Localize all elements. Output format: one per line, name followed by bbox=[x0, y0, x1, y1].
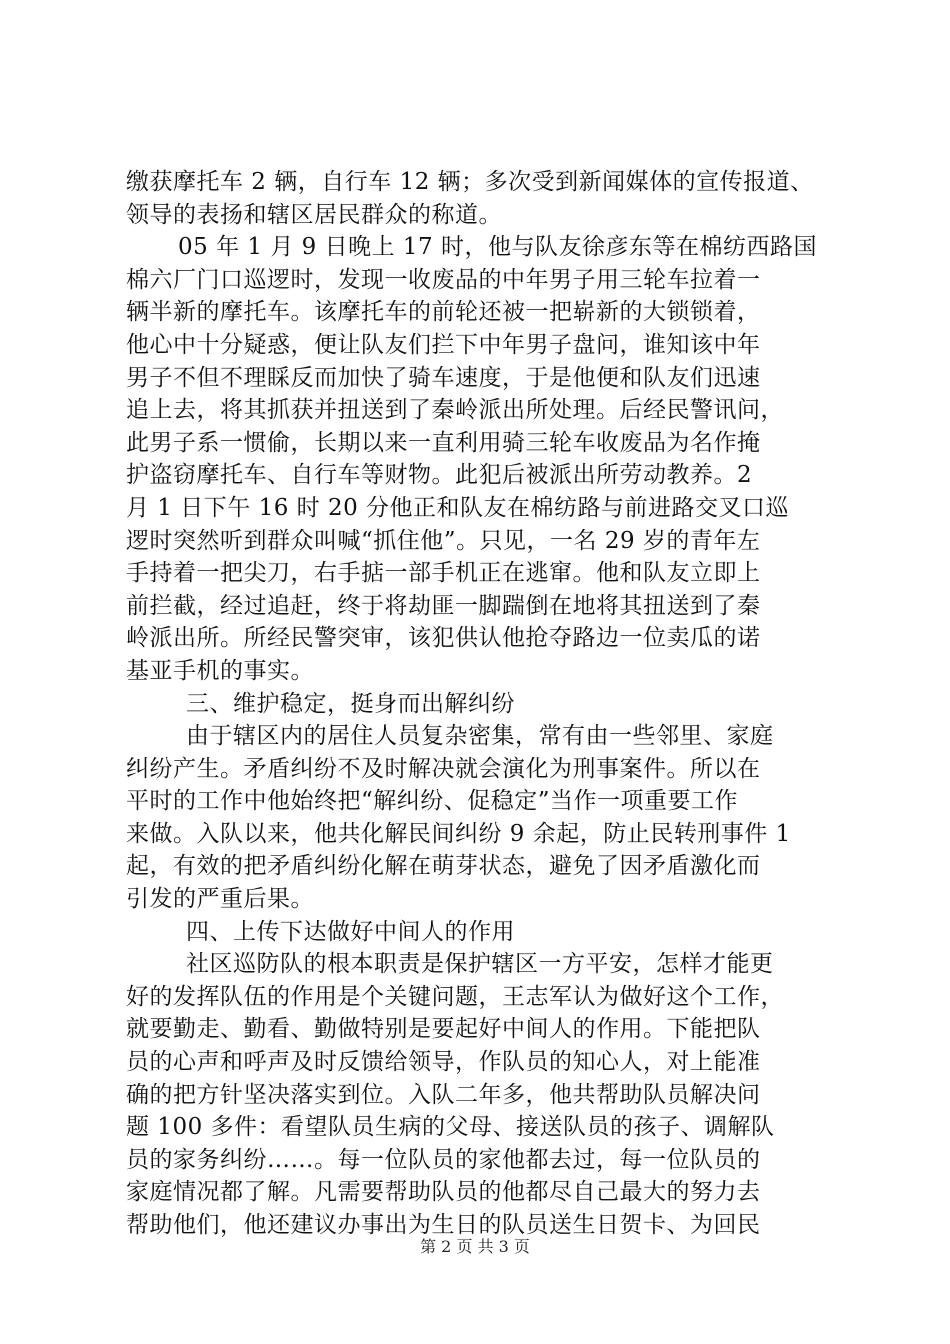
text-line: 题 100 多件：看望队员生病的父母、接送队员的孩子、调解队 bbox=[126, 1114, 775, 1141]
text-line: 帮助他们，他还建议办事出为生日的队员送生日贺卡、为回民 bbox=[126, 1212, 761, 1238]
text-line: 纠纷产生。矛盾纠纷不及时解决就会演化为刑事案件。所以在 bbox=[126, 755, 761, 782]
text-line: 月 1 日下午 16 时 20 分他正和队友在棉纺路与前进路交叉口巡 bbox=[126, 494, 790, 521]
page-footer: 第 2 页 共 3 页 bbox=[420, 1237, 530, 1256]
text-line: 追上去，将其抓获并扭送到了秦岭派出所处理。后经民警讯问， bbox=[126, 397, 784, 424]
paragraph-start-line: 社区巡防队的根本职责是保护辖区一方平安，怎样才能更 bbox=[186, 951, 774, 978]
text-line: 棉六厂门口巡逻时，发现一收废品的中年男子用三轮车拉着一 bbox=[126, 266, 761, 293]
text-line: 就要勤走、勤看、勤做特别是要起好中间人的作用。下能把队 bbox=[126, 1016, 761, 1043]
text-line: 他心中十分疑惑，便让队友们拦下中年男子盘问，谁知该中年 bbox=[126, 331, 761, 358]
text-line: 领导的表扬和辖区居民群众的称道。 bbox=[126, 201, 502, 228]
text-line: 男子不但不理睬反而加快了骑车速度，于是他便和队友们迅速 bbox=[126, 364, 761, 391]
text-line: 缴获摩托车 2 辆，自行车 12 辆；多次受到新闻媒体的宣传报道、 bbox=[126, 169, 814, 195]
text-line: 护盗窃摩托车、自行车等财物。此犯后被派出所劳动教养。2 bbox=[126, 462, 753, 489]
paragraph-start-line: 由于辖区内的居住人员复杂密集，常有由一些邻里、家庭 bbox=[186, 723, 774, 750]
section-heading: 三、维护稳定，挺身而出解纠纷 bbox=[186, 690, 515, 717]
text-line: 家庭情况都了解。凡需要帮助队员的他都尽自己最大的努力去 bbox=[126, 1179, 761, 1206]
text-line: 岭派出所。所经民警突审，该犯供认他抢夺路边一位卖瓜的诺 bbox=[126, 625, 761, 652]
text-line: 确的把方针坚决落实到位。入队二年多，他共帮助队员解决问 bbox=[126, 1081, 761, 1108]
document-body bbox=[126, 166, 842, 1242]
text-line: 员的心声和呼声及时反馈给领导，作队员的知心人，对上能准 bbox=[126, 1049, 761, 1076]
text-line: 来做。入队以来，他共化解民间纠纷 9 余起，防止民转刑事件 1 bbox=[126, 820, 791, 847]
text-line: 手持着一把尖刀，右手掂一部手机正在逃窜。他和队友立即上 bbox=[126, 560, 761, 587]
text-line: 平时的工作中他始终把“解纠纷、促稳定”当作一项重要工作 bbox=[126, 788, 739, 815]
text-line: 逻时突然听到群众叫喊“抓住他”。只见，一名 29 岁的青年左 bbox=[126, 527, 761, 554]
paragraph-start-line: 05 年 1 月 9 日晚上 17 时，他与队友徐彦东等在棉纺西路国 bbox=[178, 234, 817, 261]
text-line: 好的发挥队伍的作用是个关键问题，王志军认为做好这个工作， bbox=[126, 983, 784, 1010]
text-line: 前拦截，经过追赶，终于将劫匪一脚踹倒在地将其扭送到了秦 bbox=[126, 592, 761, 619]
text-line: 此男子系一惯偷，长期以来一直利用骑三轮车收废品为名作掩 bbox=[126, 429, 761, 456]
text-line: 辆半新的摩托车。该摩托车的前轮还被一把崭新的大锁锁着， bbox=[126, 299, 761, 326]
text-line: 基亚手机的事实。 bbox=[126, 657, 314, 684]
text-line: 员的家务纠纷……。每一位队员的家他都去过，每一位队员的 bbox=[126, 1146, 761, 1173]
text-line: 起，有效的把矛盾纠纷化解在萌芽状态，避免了因矛盾激化而 bbox=[126, 853, 761, 880]
section-heading: 四、上传下达做好中间人的作用 bbox=[186, 918, 515, 945]
text-line: 引发的严重后果。 bbox=[126, 886, 314, 913]
